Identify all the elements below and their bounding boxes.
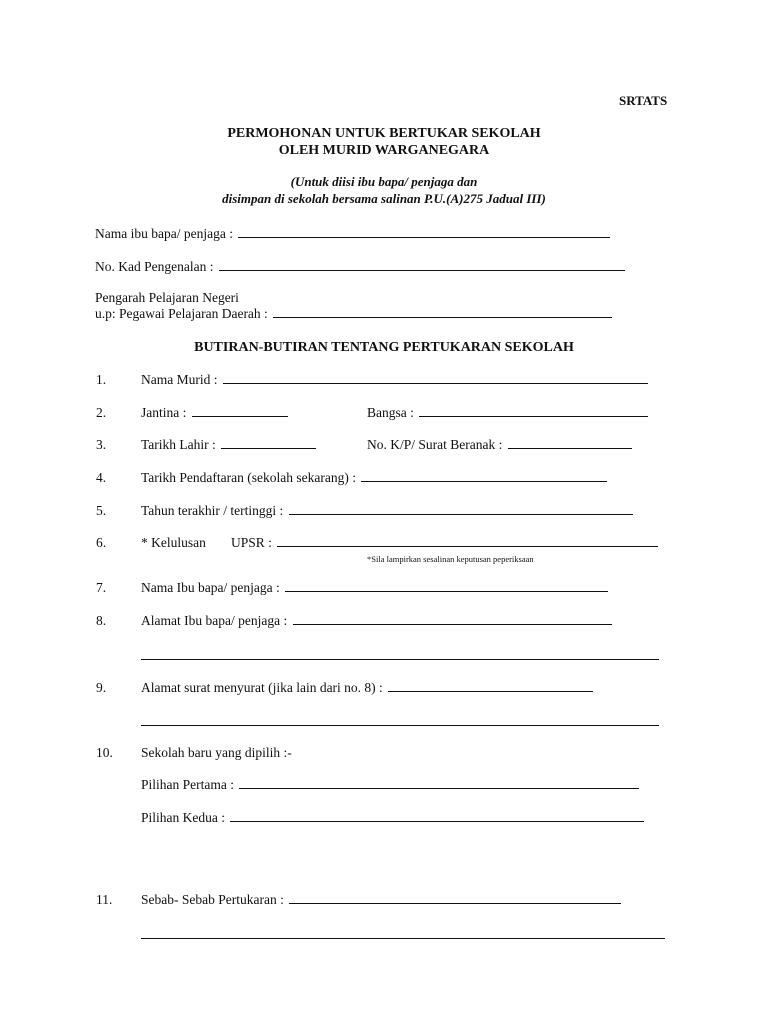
dob-blank[interactable] [221, 437, 316, 449]
reasons-label: Sebab- Sebab Pertukaran : [141, 892, 284, 907]
choice-2-blank[interactable] [230, 810, 644, 822]
attn-field [95, 306, 612, 322]
item-number-5: 5. [96, 503, 107, 518]
form-subtitle-line-1: (Untuk diisi ibu bapa/ penjaga dan [290, 174, 478, 189]
dob-label: Tarikh Lahir : [141, 437, 216, 452]
form-code: SRTATS [619, 93, 668, 108]
form-title-line-2: OLEH MURID WARGANEGARA [278, 143, 490, 158]
choice-2-field [141, 810, 644, 826]
guardian-name-field [141, 580, 608, 596]
upsr-label: UPSR : [231, 535, 272, 550]
attn-blank[interactable] [273, 306, 612, 318]
guardian-address-label: Alamat Ibu bapa/ penjaga : [141, 613, 288, 628]
mail-address-field [141, 680, 593, 696]
item-number-10: 10. [96, 745, 113, 760]
last-year-label: Tahun terakhir / tertinggi : [141, 503, 284, 518]
race-blank[interactable] [419, 405, 648, 417]
kp-field [367, 437, 632, 453]
parent-name-blank[interactable] [238, 226, 610, 238]
last-year-field [141, 503, 633, 519]
guardian-name-label: Nama Ibu bapa/ penjaga : [141, 580, 280, 595]
form-title-line-1: PERMOHONAN UNTUK BERTUKAR SEKOLAH [227, 126, 541, 141]
ic-number-label: No. Kad Pengenalan : [95, 259, 214, 274]
item-number-4: 4. [96, 470, 107, 485]
reasons-line-2[interactable] [141, 938, 665, 939]
choice-1-field [141, 777, 639, 793]
reasons-field [141, 892, 621, 908]
dob-field [141, 437, 316, 453]
ic-number-blank[interactable] [219, 259, 625, 271]
choice-1-label: Pilihan Pertama : [141, 777, 234, 792]
item-number-2: 2. [96, 405, 107, 420]
mail-address-label: Alamat surat menyurat (jika lain dari no. 8) : [141, 680, 383, 695]
race-field [367, 405, 648, 421]
guardian-address-line-2[interactable] [141, 659, 659, 660]
item-number-8: 8. [96, 613, 107, 628]
kp-label: No. K/P/ Surat Beranak : [367, 437, 503, 452]
section-title: BUTIRAN-BUTIRAN TENTANG PERTUKARAN SEKOLAH [194, 340, 574, 355]
mail-address-blank[interactable] [388, 680, 593, 692]
guardian-address-blank[interactable] [293, 613, 612, 625]
guardian-address-field [141, 613, 612, 629]
last-year-blank[interactable] [289, 503, 633, 515]
parent-name-label: Nama ibu bapa/ penjaga : [95, 226, 233, 241]
gender-label: Jantina : [141, 405, 187, 420]
ic-number-field [95, 259, 625, 275]
item-number-9: 9. [96, 680, 107, 695]
item-number-6: 6. [96, 535, 107, 550]
reg-date-label: Tarikh Pendaftaran (sekolah sekarang) : [141, 470, 356, 485]
director-label: Pengarah Pelajaran Negeri [95, 290, 239, 305]
student-name-field [141, 372, 648, 388]
race-label: Bangsa : [367, 405, 414, 420]
choice-2-label: Pilihan Kedua : [141, 810, 225, 825]
gender-field [141, 405, 288, 421]
attn-label: u.p: Pegawai Pelajaran Daerah : [95, 306, 268, 321]
choice-1-blank[interactable] [239, 777, 639, 789]
upsr-field [231, 535, 658, 551]
item-number-11: 11. [96, 892, 113, 907]
item-number-7: 7. [96, 580, 107, 595]
reg-date-blank[interactable] [361, 470, 607, 482]
new-school-label: Sekolah baru yang dipilih :- [141, 745, 292, 760]
item-number-3: 3. [96, 437, 107, 452]
kp-blank[interactable] [508, 437, 632, 449]
upsr-blank[interactable] [277, 535, 658, 547]
results-label: * Kelulusan [141, 535, 206, 550]
gender-blank[interactable] [192, 405, 288, 417]
student-name-label: Nama Murid : [141, 372, 218, 387]
form-subtitle-line-2: disimpan di sekolah bersama salinan P.U.(A)275 Jadual III) [222, 191, 546, 206]
reasons-blank[interactable] [289, 892, 621, 904]
guardian-name-blank[interactable] [285, 580, 608, 592]
student-name-blank[interactable] [223, 372, 648, 384]
parent-name-field [95, 226, 610, 242]
item-number-1: 1. [96, 372, 107, 387]
reg-date-field [141, 470, 607, 486]
results-note: *Sila lampirkan sesalinan keputusan peperiksaan [367, 554, 534, 564]
mail-address-line-2[interactable] [141, 725, 659, 726]
